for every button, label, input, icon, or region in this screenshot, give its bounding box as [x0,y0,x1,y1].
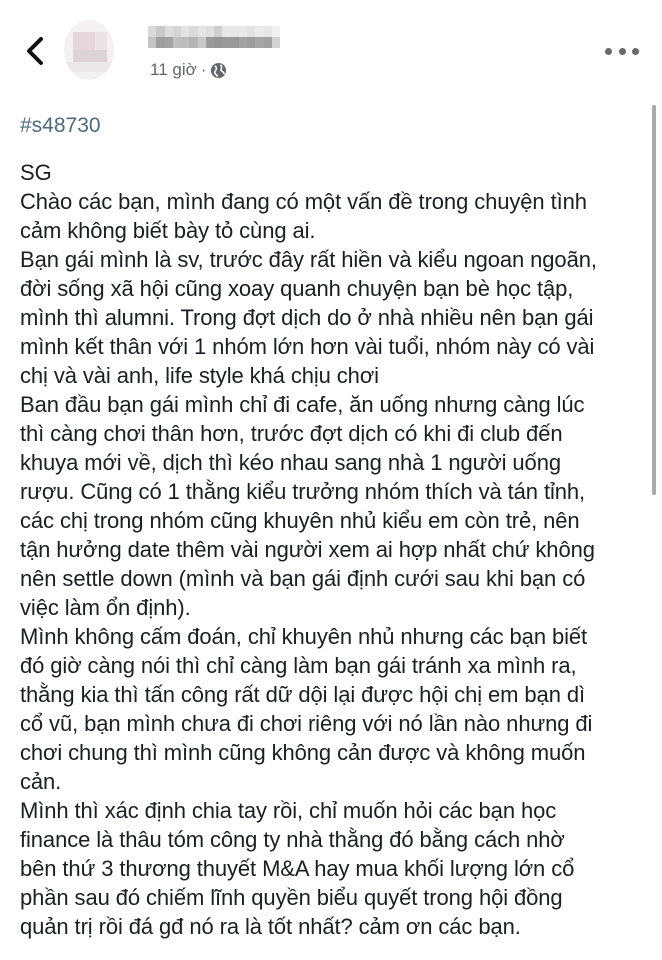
post-line: finance là thâu tóm công ty nhà thằng đó bằng cách nhờ [20,827,565,852]
chevron-left-icon [20,34,50,68]
post-line: khuya mới về, dịch thì kéo nhau sang nhà 1 người uống [20,450,561,475]
post-line: thằng kia thì tấn công rất dữ dội lại được hội chị em bạn dì [20,682,585,707]
post-line: chơi chung thì mình cũng không cản được và không muốn [20,740,586,765]
post-line: tận hưởng date thêm vài người xem ai hợp nhất chứ không [20,537,595,562]
post-line: quản trị rồi đá gđ nó ra là tốt nhất? cảm ơn các bạn. [20,914,521,939]
scrollbar[interactable] [652,105,656,495]
post-line: cản. [20,769,62,794]
meta-separator: · [200,60,207,79]
post-line: đời sống xã hội cũng xoay quanh chuyện bạn bè học tập, [20,276,574,301]
post-header [0,0,662,100]
post-body [20,158,640,941]
post-line: mình thì alumni. Trong đợt dịch do ở nhà nhiều nên bạn gái [20,305,594,330]
post-line: Mình thì xác định chia tay rồi, chỉ muốn hỏi các bạn học [20,798,557,823]
post-hashtag-row [20,112,630,140]
post-line: đó giờ càng nói thì chỉ càng làm bạn gái tránh xa mình ra, [20,653,577,678]
post-line: rượu. Cũng có 1 thằng kiểu trưởng nhóm thích và tán tỉnh, [20,479,586,504]
back-button[interactable] [20,34,50,68]
post-line: Chào các bạn, mình đang có một vấn đề trong chuyện tình [20,189,587,214]
post-line: chị và vài anh, life style khá chịu chơi [20,363,379,388]
post-line: nên settle down (mình và bạn gái định cưới sau khi bạn có [20,566,586,591]
ellipsis-dot-icon [605,48,612,55]
post-line: thì càng chơi thân hơn, trước đợt dịch có khi đi club đến [20,421,563,446]
more-options-button[interactable] [605,44,639,58]
post-line: cảm không biết bày tỏ cùng ai. [20,218,316,243]
post-meta [150,60,227,80]
ellipsis-dot-icon [632,48,639,55]
post-line: cổ vũ, bạn mình chưa đi chơi riêng với nó lần nào nhưng đi [20,711,593,736]
globe-icon[interactable] [210,62,227,79]
post-line: các chị trong nhóm cũng khuyên nhủ kiểu em còn trẻ, nên [20,508,580,533]
hashtag-link[interactable]: #s48730 [20,114,101,137]
post-line: phần sau đó chiếm lĩnh quyền biểu quyết trong hội đồng [20,885,563,910]
post-line: việc làm ổn định). [20,595,191,620]
author-name-blurred[interactable] [148,26,280,48]
post-line: Mình không cấm đoán, chỉ khuyên nhủ nhưng các bạn biết [20,624,588,649]
ellipsis-dot-icon [619,48,626,55]
post-line: Ban đầu bạn gái mình chỉ đi cafe, ăn uống nhưng càng lúc [20,392,585,417]
post-line: bên thứ 3 thương thuyết M&A hay mua khối lượng lớn cổ [20,856,575,881]
post-line: SG [20,160,52,185]
avatar[interactable] [64,20,114,80]
post-line: Bạn gái mình là sv, trước đây rất hiền và kiểu ngoan ngoãn, [20,247,597,272]
timestamp[interactable]: 11 giờ [150,60,197,79]
post-line: mình kết thân với 1 nhóm lớn hơn vài tuổi, nhóm này có vài [20,334,595,359]
